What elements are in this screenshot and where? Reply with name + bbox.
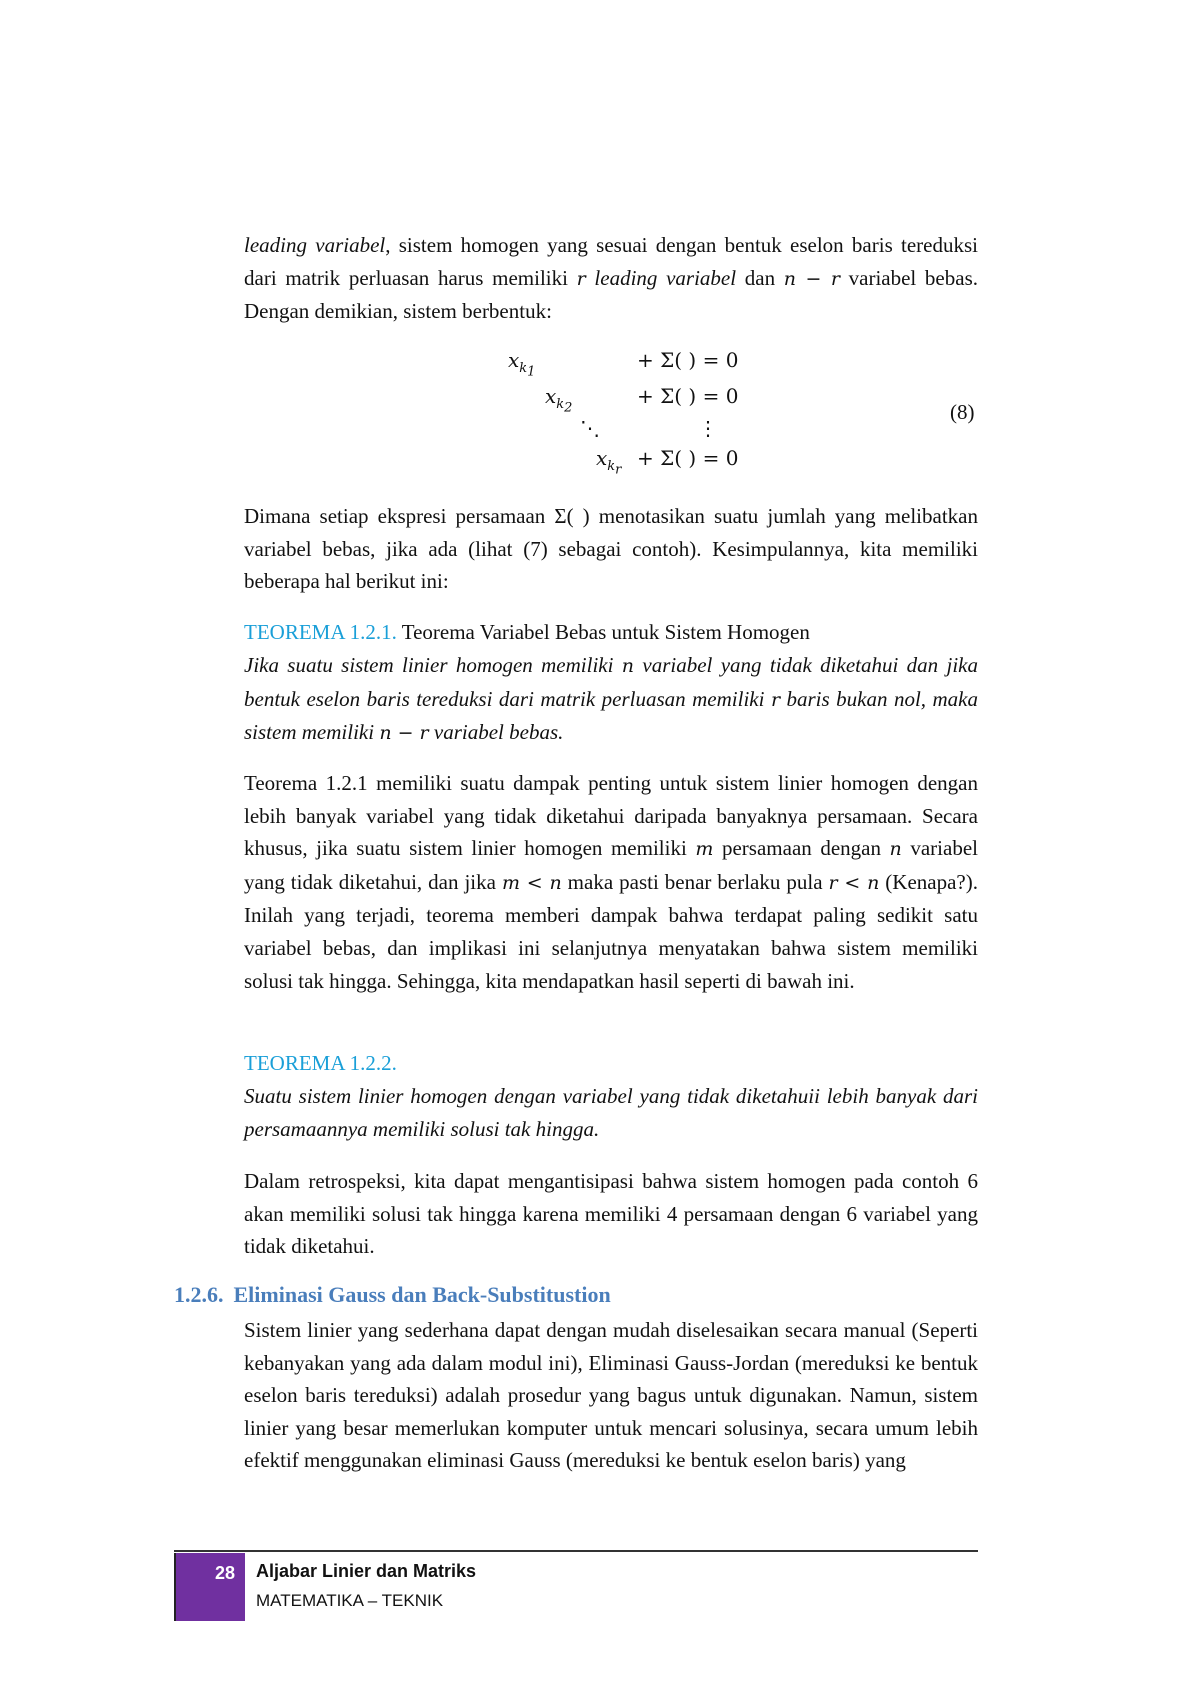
text-segment: baris bukan nol, maka sistem memiliki	[244, 686, 978, 745]
section-number: 1.2.6.	[174, 1282, 224, 1307]
theorem-1-title	[244, 616, 978, 649]
math-symbol: m < n	[501, 871, 562, 894]
math-symbol: r	[770, 688, 781, 711]
text-segment: persamaan dengan	[713, 836, 890, 861]
page-number-box	[174, 1553, 245, 1621]
text-segment: variabel yang tidak diketahui, dan jika	[244, 836, 978, 894]
footer-subtitle: MATEMATIKA – TEKNIK	[256, 1591, 444, 1610]
equation-row-2: $x_{k_2}$	[545, 384, 573, 416]
paragraph-retrospect	[244, 1165, 978, 1263]
section-heading	[174, 1282, 611, 1308]
text-segment: , sistem homogen yang sesuai dengan bentuk eselon baris tereduksi dari matrik perluasan harus memiliki	[244, 233, 978, 290]
math-symbol: n	[889, 838, 902, 861]
text-segment: Sistem linier yang sederhana dapat dengan mudah diselesaikan secara manual (Seperti kebanyakan yang ada dalam modul ini), Eliminasi Gauss-Jordan (mereduksi ke bentuk eselon baris tereduksi) adalah prosedur yang bagus untuk digunakan. Namun, sistem linier yang besar memerlukan komputer untuk mencari solusinya, secara umum lebih efektif menggunakan eliminasi Gauss (mereduksi ke bentuk eselon baris) yang	[244, 1318, 978, 1473]
text-segment: Teorema 1.2.1 memiliki suatu dampak penting untuk sistem linier homogen dengan lebih banyak variabel yang tidak diketahui daripada banyaknya persamaan. Secara khusus, jika suatu sistem linier homogen memiliki	[244, 771, 978, 861]
theorem-label: TEOREMA 1.2.1.	[244, 620, 397, 644]
paragraph-gauss	[244, 1314, 978, 1477]
math-symbol: r < n	[828, 871, 880, 894]
text-segment: maka pasti benar berlaku pula	[561, 869, 829, 894]
theorem-1-body	[244, 649, 978, 750]
equation-rhs-r: + Σ( ) = 0	[637, 446, 739, 470]
math-symbol: n	[621, 655, 635, 677]
text-segment: Dalam retrospeksi, kita dapat mengantisipasi bahwa sistem homogen pada contoh 6 akan memiliki solusi tak hingga karena memiliki 4 persamaan dengan 6 variabel yang tidak diketahui.	[244, 1169, 978, 1259]
text-segment: (Kenapa?). Inilah yang terjadi, teorema memberi dampak bahwa terdapat paling sedikit satu variabel bebas, dan implikasi ini selanjutnya menyatakan bahwa sistem memiliki solusi tak hingga. Sehingga, kita mendapatkan hasil seperti di bawah ini.	[244, 869, 978, 993]
text-segment: Jika suatu sistem linier homogen memiliki	[244, 653, 622, 677]
text-segment: Teorema Variabel Bebas untuk Sistem Homogen	[396, 620, 810, 644]
text-segment: Suatu sistem linier homogen dengan variabel yang tidak diketahuii lebih banyak dari persamaannya memiliki solusi tak hingga.	[244, 1084, 978, 1141]
math-symbol: r	[576, 267, 586, 290]
paragraph-theorem-impact	[244, 767, 978, 997]
vdots: ⋮	[698, 416, 718, 440]
page-number: 28	[214, 1563, 235, 1583]
equation-number: (8)	[950, 400, 975, 424]
math-symbol: m	[695, 838, 714, 861]
math-symbol: n − r	[379, 722, 429, 745]
text-segment: leading variabel	[244, 233, 386, 257]
footer-divider	[174, 1550, 978, 1552]
math-symbol: n − r	[783, 267, 840, 290]
theorem-label: TEOREMA 1.2.2.	[244, 1051, 397, 1075]
text-segment: dan	[736, 265, 784, 290]
section-title: Eliminasi Gauss dan Back-Substitustion	[233, 1282, 611, 1307]
text-segment: variabel bebas. Dengan demikian, sistem berbentuk:	[244, 265, 978, 324]
text-segment: Dimana setiap ekspresi persamaan Σ( ) menotasikan suatu jumlah yang melibatkan variabel bebas, jika ada (lihat (7) sebagai contoh). Kesimpulannya, kita memiliki beberapa hal berikut ini:	[244, 504, 978, 594]
footer-book-title: Aljabar Linier dan Matriks	[256, 1561, 477, 1581]
paragraph-explanation	[244, 500, 978, 598]
paragraph-intro	[244, 229, 978, 328]
equation-row-1: $x_{k_1}$	[508, 348, 536, 380]
text-segment: variabel yang tidak diketahui dan jika bentuk eselon baris tereduksi dari matrik perluasan memiliki	[244, 653, 978, 711]
theorem-2-body	[244, 1080, 978, 1145]
equation-row-r: $x_{k_r}$	[596, 446, 622, 478]
text-segment: leading variabel	[594, 265, 737, 290]
equation-rhs-1: + Σ( ) = 0	[637, 348, 739, 372]
text-segment: variabel bebas.	[428, 720, 564, 745]
ddots: ⋱	[580, 416, 600, 440]
equation-rhs-2: + Σ( ) = 0	[637, 384, 739, 408]
theorem-2-title	[244, 1047, 978, 1080]
